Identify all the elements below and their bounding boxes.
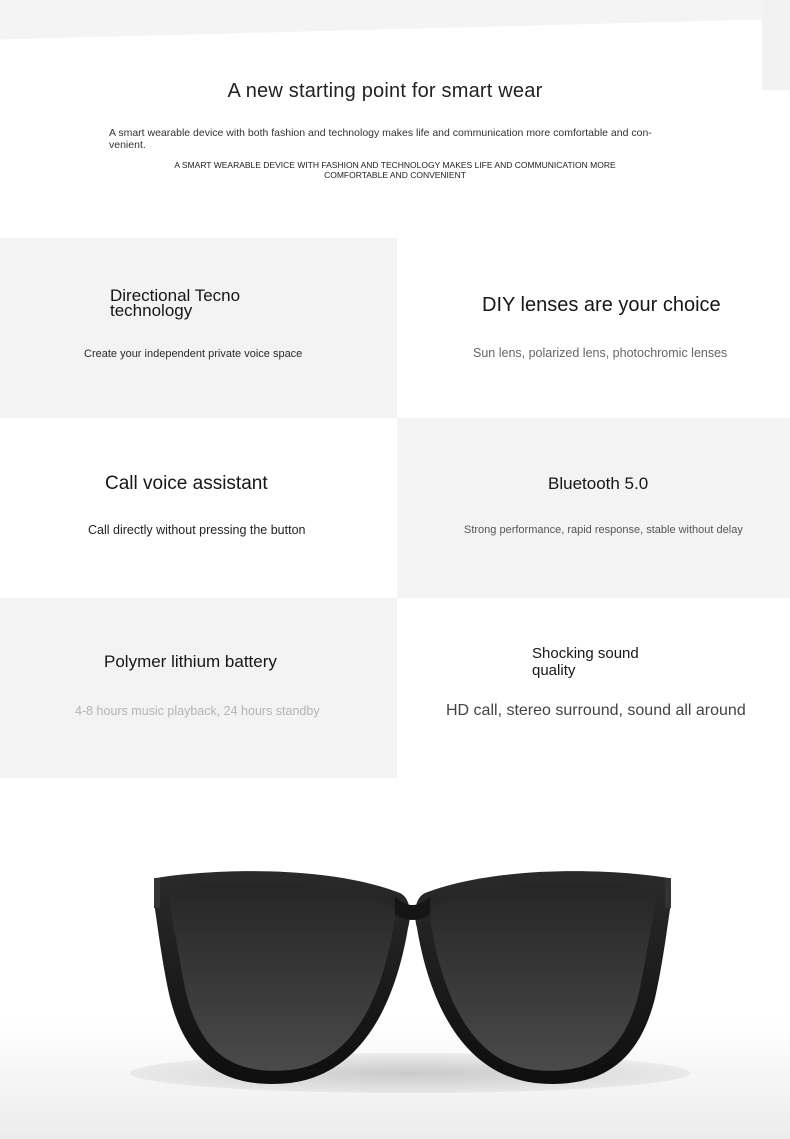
hero-title: A new starting point for smart wear: [227, 80, 543, 102]
hero-section: [0, 0, 790, 238]
feature-title-line-1: Directional Tecno: [110, 286, 241, 305]
feature-description: Call directly without pressing the button: [88, 523, 306, 537]
feature-title-line-1: Shocking sound: [532, 645, 639, 662]
hero-background-band: [0, 0, 770, 40]
feature-description: 4-8 hours music playback, 24 hours standby: [75, 704, 320, 718]
feature-title: Call voice assistant: [105, 473, 268, 494]
feature-title: [110, 288, 240, 318]
feature-tile-directional: [0, 238, 397, 418]
hero-corner-panel: [762, 0, 790, 90]
product-showcase: [0, 778, 790, 1139]
hero-caps-text: [145, 160, 645, 180]
feature-title: Bluetooth 5.0: [548, 474, 649, 493]
feature-tile-sound: [397, 598, 790, 778]
hero-description: A smart wearable device with both fashion and technology makes life and communication more comfortable and con- venient.: [109, 127, 652, 151]
feature-title: Polymer lithium battery: [104, 652, 277, 671]
feature-tile-voice-assistant: [0, 418, 397, 598]
feature-title: DIY lenses are your choice: [482, 294, 721, 316]
hero-caps-line-1: A SMART WEARABLE DEVICE WITH FASHION AND TECHNOLOGY MAKES LIFE AND COMMUNICATION MORE: [174, 160, 616, 170]
feature-description: Strong performance, rapid response, stable without delay: [464, 524, 743, 536]
feature-description: HD call, stereo surround, sound all around: [446, 702, 746, 719]
feature-tile-bluetooth: [397, 418, 790, 598]
sunglasses-image: [140, 868, 685, 1108]
feature-tile-battery: [0, 598, 397, 778]
feature-tile-lenses: [397, 238, 790, 418]
feature-title-line-2: quality: [532, 662, 576, 679]
hero-caps-line-2: COMFORTABLE AND CONVENIENT: [324, 170, 466, 180]
feature-title: [532, 645, 639, 679]
feature-description: Sun lens, polarized lens, photochromic lenses: [473, 346, 728, 360]
feature-title-line-2: technology: [110, 301, 193, 320]
feature-description: Create your independent private voice space: [84, 348, 303, 360]
